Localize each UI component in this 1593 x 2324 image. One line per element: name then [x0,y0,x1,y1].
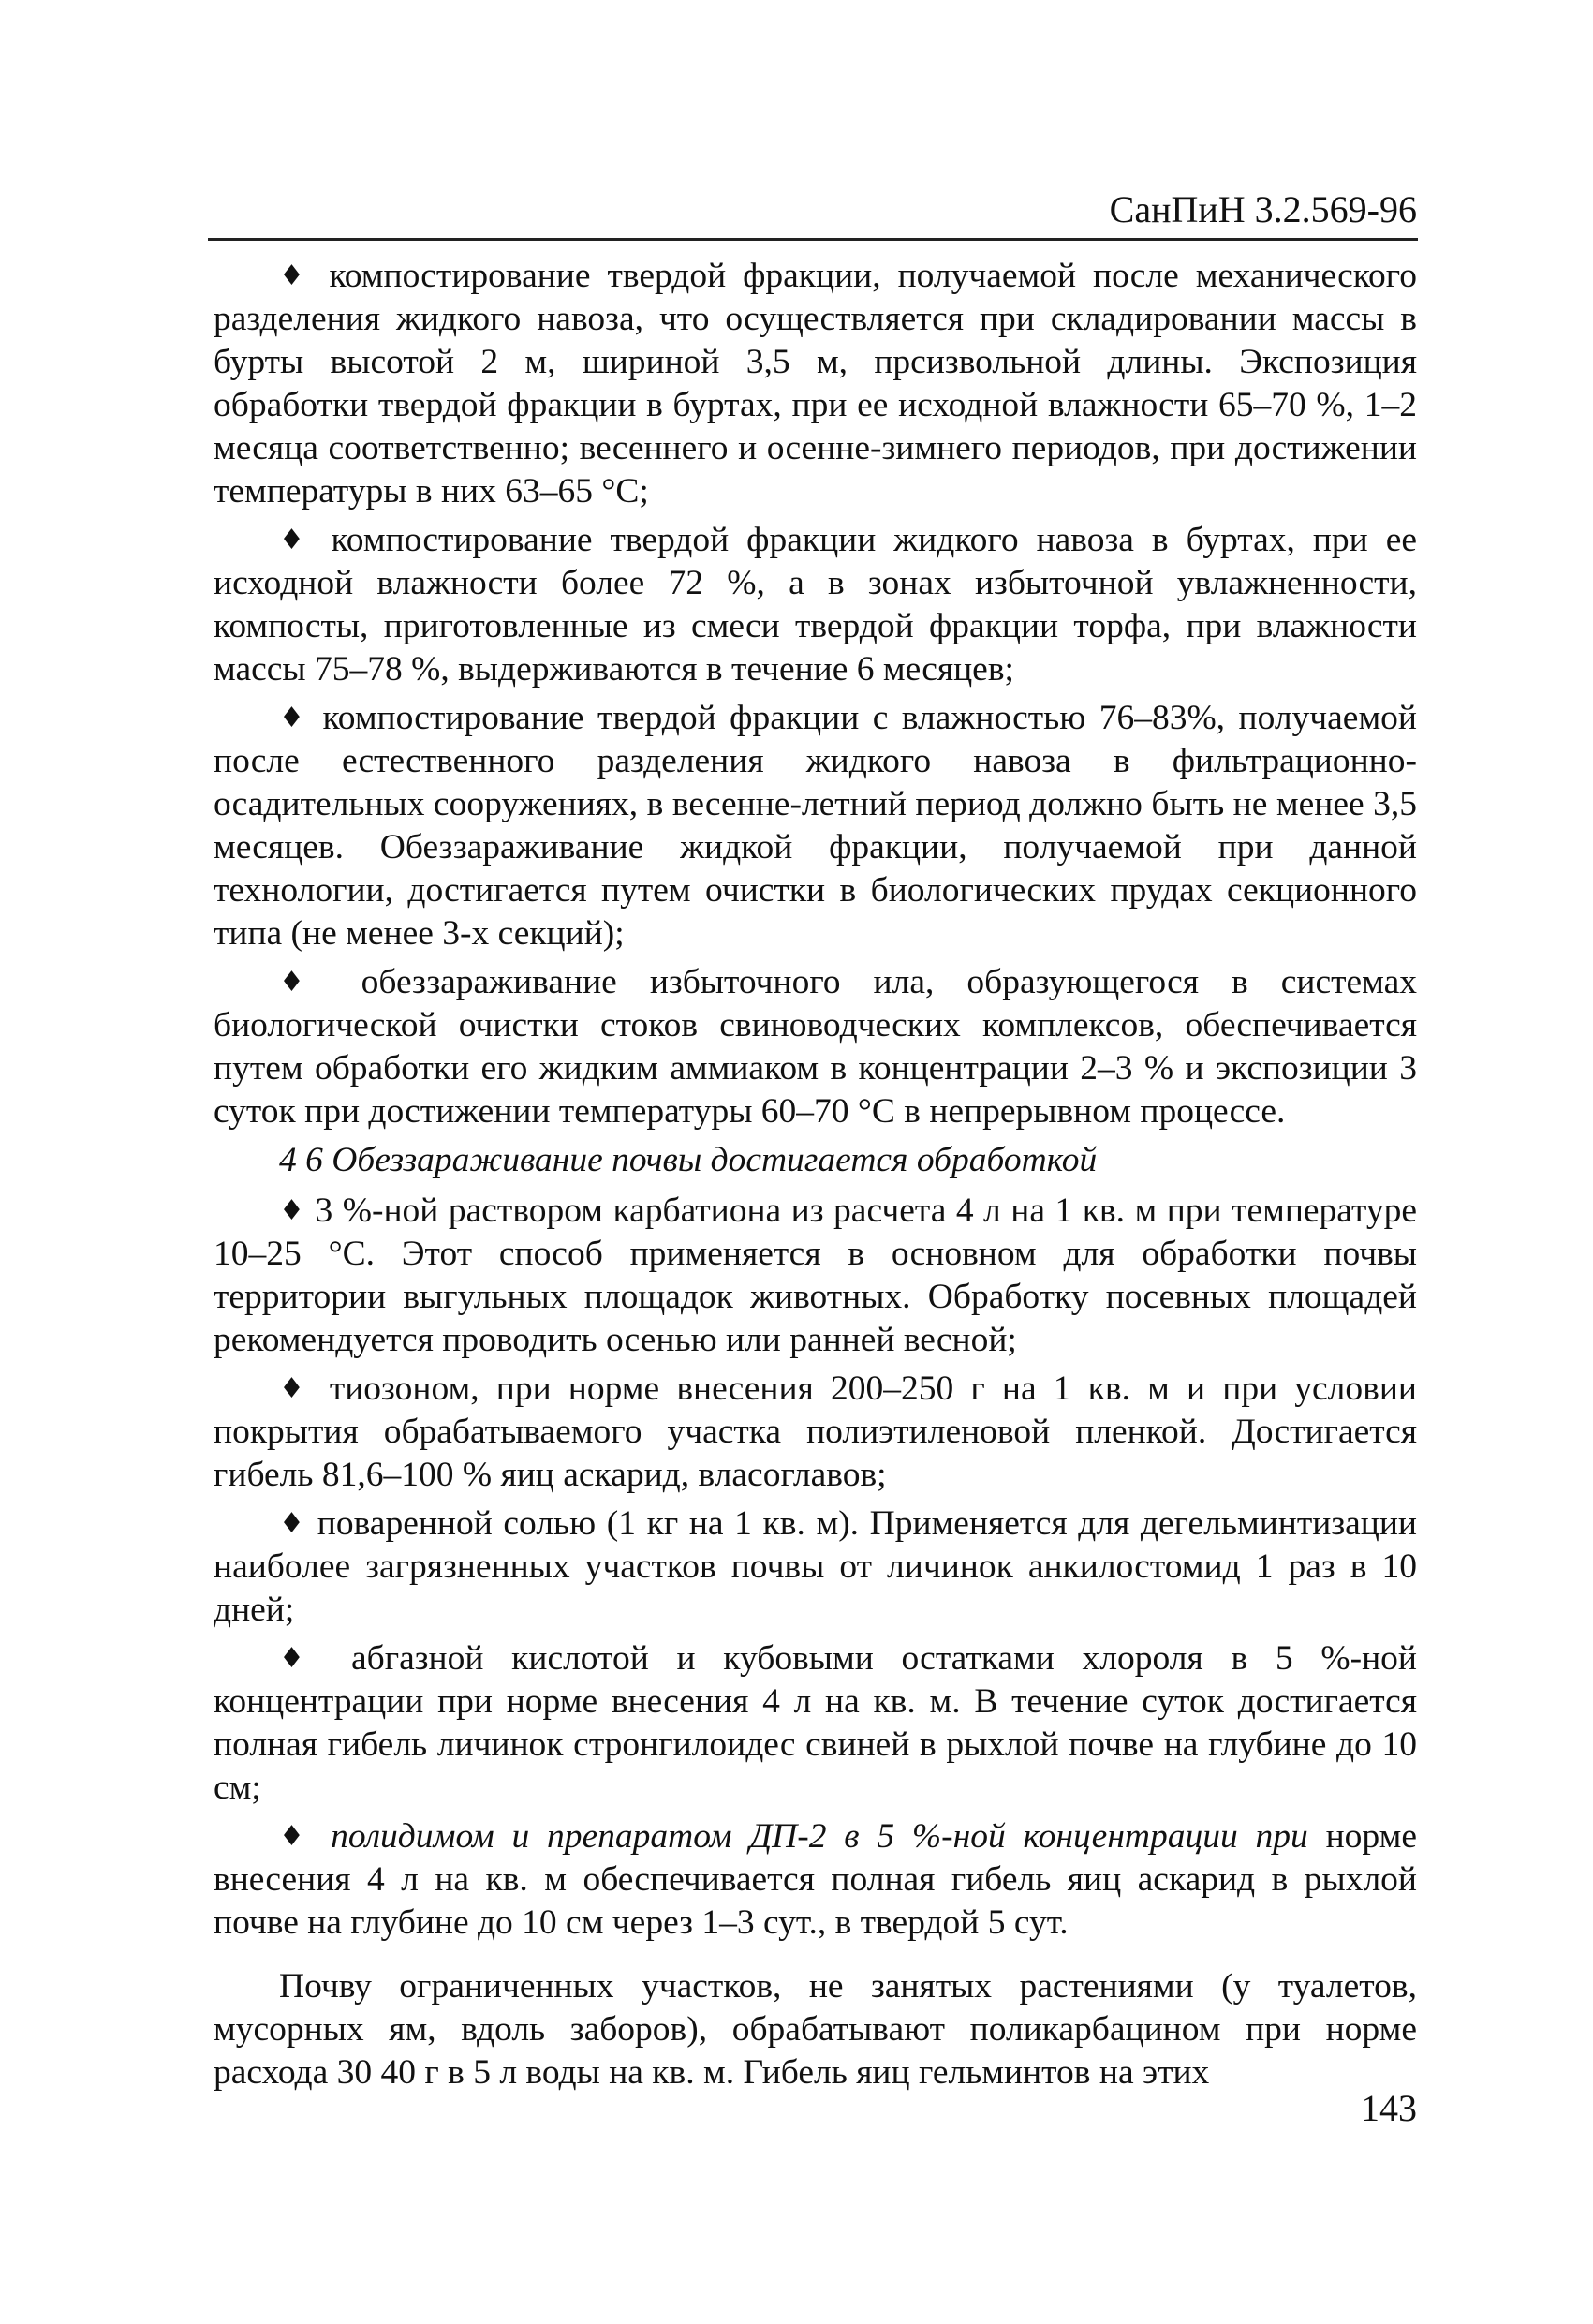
diamond-bullet-icon: ♦ [279,702,309,734]
bullet-paragraph [214,1190,1417,1362]
bullet-paragraph [214,1815,1417,1945]
paragraph-text: норме внесения 4 л на кв. м обеспечивается полная гибель яиц аскарид в рыхлой почве на глубине до 10 см через 1–3 сут., в твердой 5 сут. [214,1817,1417,1942]
section-heading: 4 6 Обеззараживание почвы достигается обработкой [279,1141,1098,1179]
paragraph-text: абгазной кислотой и кубовыми остатками хлороля в 5 %-ной концентрации при норме внесения 4 л на кв. м. В течение суток достигается полная гибель личинок стронгилоидес свиней в рыхлой почве на глубине до 10 см; [214,1639,1417,1807]
diamond-bullet-icon: ♦ [279,524,314,556]
body-text [214,255,1417,2100]
header-rule [208,238,1418,241]
bullet-paragraph [214,1637,1417,1810]
diamond-bullet-icon: ♦ [279,259,313,292]
diamond-bullet-icon: ♦ [279,966,329,999]
bullet-paragraph [214,697,1417,955]
paragraph-text: компостирование твердой фракции, получаемой после механического разделения жидкого навоза, что осуществляется при складировании массы в бурты высотой 2 м, шириной 3,5 м, прсизвольной длины. Экспозиция обработки твердой фракции в буртах, при ее исходной влажности 65–70 %, 1–2 месяца соответственно; весеннего и осенне-зимнего периодов, при достижении температуры в них 63–65 °С; [214,257,1417,511]
bullet-paragraph [214,1502,1417,1632]
paragraph-text: обеззараживание избыточного ила, образующегося в системах биологической очистки стоков свиноводческих комплексов, обеспечивается путем обработки его жидким аммиаком в концентрации 2–3 % и экспозиции 3 суток при достижении температуры 60–70 °С в непрерывном процессе. [214,963,1417,1131]
paragraph-text: 3 %-ной раствором карбатиона из расчета 4 л на 1 кв. м при температуре 10–25 °С. Этот способ применяется в основном для обработки почвы территории выгульных площадок животных. Обработку посевных площадей рекомендуется проводить осенью или ранней весной; [214,1192,1418,1359]
bullet-paragraph [214,255,1417,513]
page-number: 143 [1361,2087,1417,2129]
paragraph-text: компостирование твердой фракции жидкого навоза в буртах, при ее исходной влажности более 72 %, а в зонах избыточной увлажненности, компосты, приготовленные из смеси твердой фракции торфа, при влажности массы 75–78 %, выдерживаются в течение 6 месяцев; [214,521,1417,688]
paragraph-text: компостирование твердой фракции с влажностью 76–83%, получаемой после естественного разделения жидкого навоза в фильтрационно-осадительных сооружениях, в весенне-летний период должно быть не менее 3,5 месяцев. Обеззараживание жидкой фракции, получаемой при данной технологии, достигается путем очистки в биологических прудах секционного типа (не менее 3-х секций); [214,699,1418,953]
bullet-paragraph [214,1368,1417,1497]
diamond-bullet-icon: ♦ [279,1820,314,1853]
bullet-paragraph [214,961,1417,1133]
paragraph-text-italic: полидимом и препаратом ДП-2 в 5 %-ной концентрации при [331,1817,1308,1856]
diamond-bullet-icon: ♦ [279,1642,324,1675]
closing-paragraph: Почву ограниченных участков, не занятых растениями (у туалетов, мусорных ям, вдоль заборов), обрабатывают поликарбацином при норме расхода 30 40 г в 5 л воды на кв. м. Гибель яиц гельминтов на этих [214,1967,1417,2092]
running-header: СанПиН 3.2.569-96 [1109,188,1417,230]
diamond-bullet-icon: ♦ [279,1372,313,1405]
bullet-paragraph [214,519,1417,691]
paragraph-text: тиозоном, при норме внесения 200–250 г на 1 кв. м и при условии покрытия обрабатываемого участка полиэтиленовой пленкой. Достигается гибель 81,6–100 % яиц аскарид, власоглавов; [214,1369,1417,1494]
diamond-bullet-icon: ♦ [279,1507,307,1540]
diamond-bullet-icon: ♦ [279,1194,306,1227]
paragraph-text: поваренной солью (1 кг на 1 кв. м). Применяется для дегельминтизации наиболее загрязненных участков почвы от личинок анкилостомид 1 раз в 10 дней; [214,1504,1417,1629]
